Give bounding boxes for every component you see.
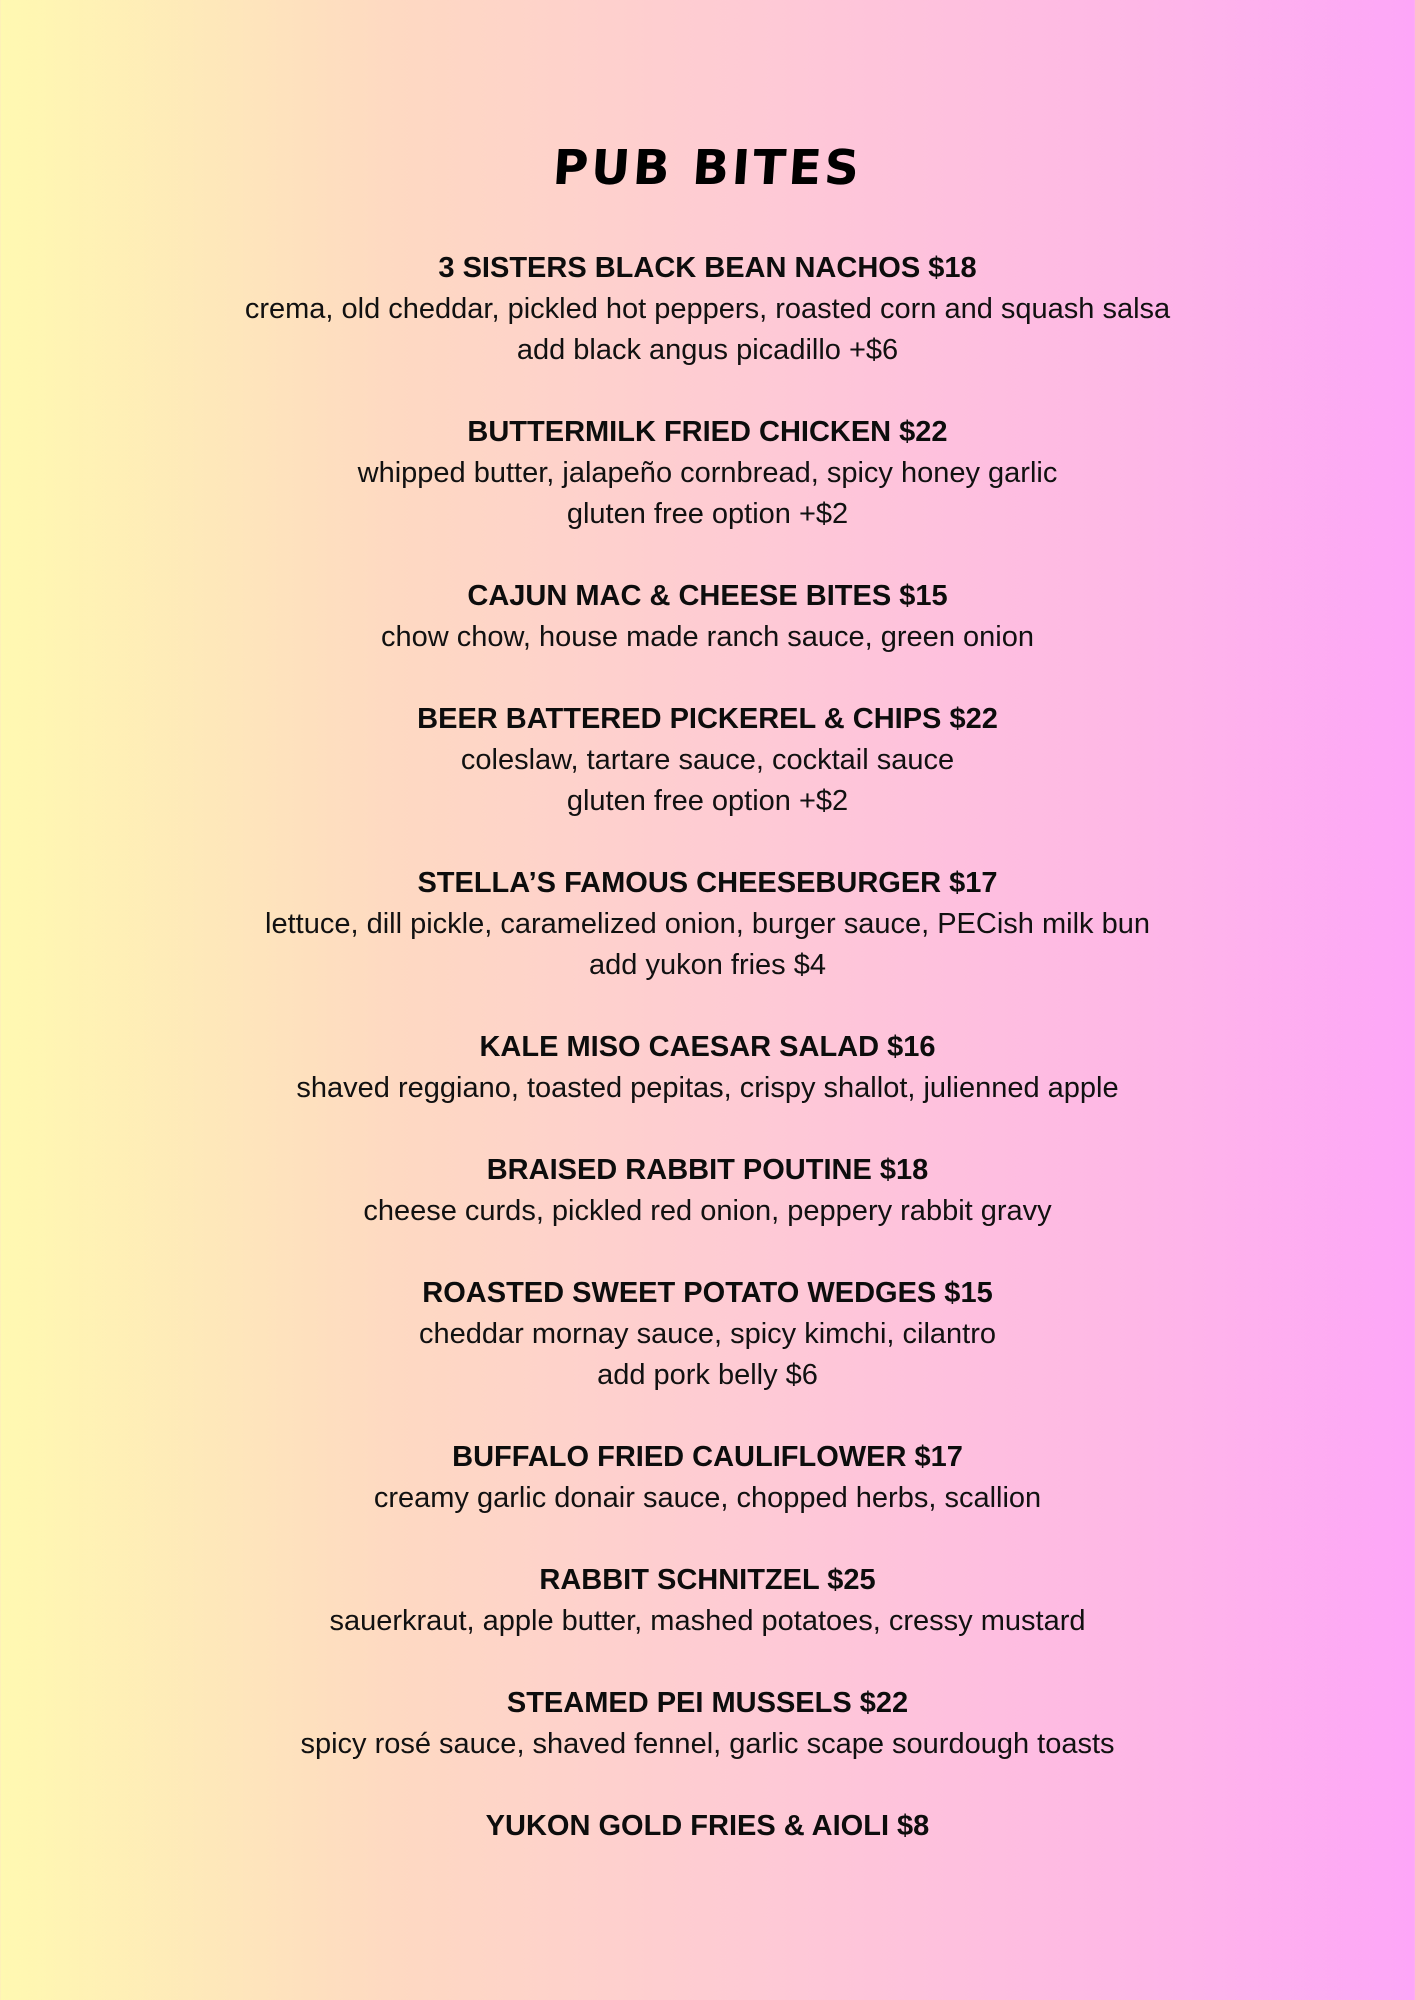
menu-item-name: CAJUN MAC & CHEESE BITES $15 bbox=[467, 580, 948, 612]
menu-item-name: BUFFALO FRIED CAULIFLOWER $17 bbox=[452, 1441, 963, 1473]
menu-item-description: spicy rosé sauce, shaved fennel, garlic scape sourdough toasts bbox=[300, 1728, 1115, 1760]
menu-item-addon: gluten free option +$2 bbox=[566, 785, 849, 817]
menu-item-description: shaved reggiano, toasted pepitas, crispy shallot, julienned apple bbox=[296, 1072, 1119, 1104]
menu-item-description: cheddar mornay sauce, spicy kimchi, cilantro bbox=[418, 1318, 996, 1350]
menu-item-description: crema, old cheddar, pickled hot peppers, roasted corn and squash salsa bbox=[244, 293, 1171, 325]
menu-item-name: YUKON GOLD FRIES & AIOLI $8 bbox=[485, 1810, 930, 1842]
menu-item bbox=[0, 1027, 1415, 1109]
menu-list bbox=[0, 248, 1415, 1888]
menu-item bbox=[0, 1560, 1415, 1642]
menu-item-description: lettuce, dill pickle, caramelized onion, burger sauce, PECish milk bun bbox=[265, 908, 1150, 940]
menu-item bbox=[0, 699, 1415, 822]
menu-item-name: ROASTED SWEET POTATO WEDGES $15 bbox=[422, 1277, 993, 1309]
menu-item bbox=[0, 576, 1415, 658]
menu-item-name: RABBIT SCHNITZEL $25 bbox=[539, 1564, 876, 1596]
menu-item-name: BRAISED RABBIT POUTINE $18 bbox=[486, 1154, 929, 1186]
menu-item-name: BEER BATTERED PICKEREL & CHIPS $22 bbox=[417, 703, 998, 735]
menu-item-addon: add pork belly $6 bbox=[597, 1359, 818, 1391]
menu-item bbox=[0, 1273, 1415, 1396]
menu-item-description: coleslaw, tartare sauce, cocktail sauce bbox=[460, 744, 955, 776]
menu-item-name: KALE MISO CAESAR SALAD $16 bbox=[479, 1031, 936, 1063]
menu-item-addon: add yukon fries $4 bbox=[589, 949, 826, 981]
menu-item-description: sauerkraut, apple butter, mashed potatoes, cressy mustard bbox=[329, 1605, 1086, 1637]
menu-item bbox=[0, 1150, 1415, 1232]
menu-item-description: chow chow, house made ranch sauce, green onion bbox=[381, 621, 1034, 653]
menu-item-addon: add black angus picadillo +$6 bbox=[516, 334, 899, 366]
menu-item-description: cheese curds, pickled red onion, peppery rabbit gravy bbox=[363, 1195, 1052, 1227]
menu-item-description: whipped butter, jalapeño cornbread, spicy honey garlic bbox=[357, 457, 1058, 489]
menu-item-description: creamy garlic donair sauce, chopped herbs, scallion bbox=[373, 1482, 1042, 1514]
menu-item-name: BUTTERMILK FRIED CHICKEN $22 bbox=[467, 416, 948, 448]
menu-title: PUB BITES bbox=[551, 140, 864, 196]
menu-item bbox=[0, 1437, 1415, 1519]
menu-item-name: STEAMED PEI MUSSELS $22 bbox=[506, 1687, 909, 1719]
menu-item bbox=[0, 412, 1415, 535]
menu-item-name: 3 SISTERS BLACK BEAN NACHOS $18 bbox=[438, 252, 977, 284]
menu-item bbox=[0, 863, 1415, 986]
menu-item bbox=[0, 1683, 1415, 1765]
menu-item-name: STELLA’S FAMOUS CHEESEBURGER $17 bbox=[417, 867, 998, 899]
menu-item-addon: gluten free option +$2 bbox=[566, 498, 849, 530]
menu-item bbox=[0, 1806, 1415, 1847]
menu-item bbox=[0, 248, 1415, 371]
